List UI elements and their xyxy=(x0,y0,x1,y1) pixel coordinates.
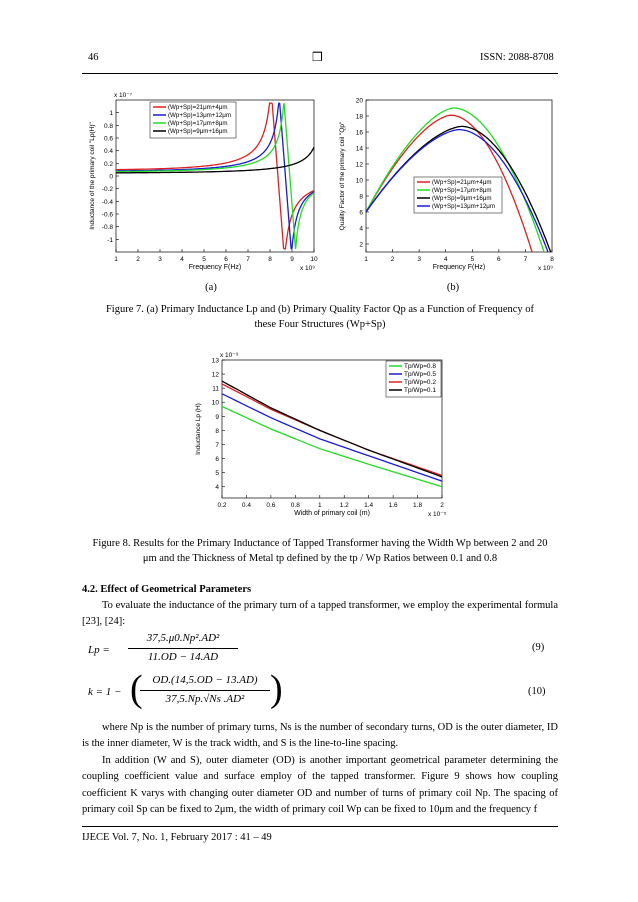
x-tick-label: 1 xyxy=(364,256,368,263)
x-tick-label: 3 xyxy=(417,256,421,263)
y-tick-label: 7 xyxy=(215,441,219,449)
header-rule xyxy=(82,73,558,74)
x-axis-label: Frequency F(Hz) xyxy=(432,264,486,271)
y-tick-label: 8 xyxy=(215,427,219,435)
figure-7b-label: (b) xyxy=(446,282,460,293)
y-tick-label: 12 xyxy=(355,161,363,169)
y-tick-label: 6 xyxy=(215,456,219,464)
y-exponent-label: x 10⁻⁷ xyxy=(114,92,133,99)
y-tick-label: 1 xyxy=(109,110,113,118)
figure-7-caption: Figure 7. (a) Primary Inductance Lp and (b) Primary Quality Factor Qp as a Function of Frequency of these Four Structures (Wp+Sp) xyxy=(105,304,535,331)
section-heading: 4.2. Effect of Geometrical Parameters xyxy=(82,584,252,595)
eq10-left-paren: ( xyxy=(130,668,143,710)
y-tick-label: 10 xyxy=(355,177,363,185)
y-tick-label: -0.8 xyxy=(101,224,113,232)
x-tick-label: 3 xyxy=(158,256,162,263)
paragraph-where: where Np is the number of primary turns, Ns is the number of secondary turns, OD is the outer diameter, ID is the inner diameter, W is the track width, and S is the line-to-line spacing. xyxy=(82,722,558,750)
y-axis-label: Inductance of the primary coil "Lp(H)" xyxy=(89,122,96,230)
footer-rule xyxy=(82,826,558,827)
x-tick-label: 1.6 xyxy=(388,502,398,509)
legend-entry: (Wp+Sp)=17μm+8μm xyxy=(432,187,492,194)
y-axis-label: Inductance Lp (H) xyxy=(195,403,202,455)
x-tick-label: 2 xyxy=(390,256,395,263)
x-tick-label: 8 xyxy=(550,256,554,263)
figure-8-chart xyxy=(186,346,454,522)
legend-entry: Tp/Wp=0.8 xyxy=(404,363,436,370)
x-tick-label: 7 xyxy=(246,256,250,263)
x-exponent-label: x 10⁹ xyxy=(300,265,316,272)
eq10-right-paren: ) xyxy=(270,668,283,710)
y-tick-label: -0.6 xyxy=(101,211,113,219)
legend-entry: (Wp+Sp)=17μm+8μm xyxy=(168,120,228,127)
x-tick-label: 1 xyxy=(317,502,322,509)
x-tick-label: 4 xyxy=(180,256,184,263)
x-tick-label: 1.4 xyxy=(364,502,374,509)
eq9-fraction-bar xyxy=(128,648,238,649)
footer-journal: IJECE Vol. 7, No. 1, February 2017 : 41 – 49 xyxy=(82,832,272,843)
y-tick-label: 18 xyxy=(355,113,363,121)
x-tick-label: 5 xyxy=(202,256,206,263)
x-axis-label: Width of primary coil (m) xyxy=(294,510,370,517)
x-exponent-label: x 10⁹ xyxy=(538,265,554,272)
x-tick-label: 4 xyxy=(443,256,448,263)
y-tick-label: 20 xyxy=(355,97,363,105)
page-number: 46 xyxy=(88,52,99,63)
paragraph-intro: To evaluate the inductance of the primary turn of a tapped transformer, we employ the experimental formula [23], [24]: xyxy=(82,600,558,628)
x-tick-label: 0.8 xyxy=(290,502,300,509)
x-tick-label: 0.2 xyxy=(217,502,227,509)
x-tick-label: 6 xyxy=(497,256,501,263)
x-tick-label: 2 xyxy=(440,502,444,509)
legend-entry: Tp/Wp=0.5 xyxy=(404,371,436,378)
eq9-lhs: Lp = xyxy=(88,644,110,656)
eq9-denominator: 11.OD − 14.AD xyxy=(147,651,219,663)
legend-entry: (Wp+Sp)=9μm+16μm xyxy=(168,128,228,135)
legend-entry: Tp/Wp=0.1 xyxy=(404,387,436,394)
y-tick-label: 11 xyxy=(212,385,219,393)
y-tick-label: 0.8 xyxy=(103,122,113,130)
issn-label: ISSN: 2088-8708 xyxy=(480,52,554,63)
legend-entry: (Wp+Sp)=21μm+4μm xyxy=(432,179,492,186)
header-box-icon: ❒ xyxy=(312,50,323,64)
y-tick-label: 2 xyxy=(359,241,363,249)
eq9-label: (9) xyxy=(532,642,545,653)
legend-entry: (Wp+Sp)=13μm+12μm xyxy=(168,112,232,119)
eq10-lhs: k = 1 − xyxy=(88,686,122,698)
eq10-label: (10) xyxy=(528,686,546,697)
x-tick-label: 2 xyxy=(136,256,140,263)
figure-8-caption-line1: Figure 8. Results for the Primary Inductance of Tapped Transformer having the Width Wp between 2 and 20 xyxy=(92,538,548,549)
x-tick-label: 1.8 xyxy=(413,502,423,509)
y-tick-label: 14 xyxy=(355,145,363,153)
eq10-fraction-bar xyxy=(140,690,270,691)
figure-7b-chart xyxy=(338,88,564,280)
x-axis-label: Frequency F(Hz) xyxy=(188,264,242,271)
y-tick-label: -0.2 xyxy=(101,186,113,194)
legend-entry: (Wp+Sp)=21μm+4μm xyxy=(168,104,228,111)
y-tick-label: 4 xyxy=(215,484,219,492)
y-tick-label: 0.4 xyxy=(103,148,113,156)
x-tick-label: 10 xyxy=(310,256,318,263)
legend-entry: Tp/Wp=0.2 xyxy=(404,379,436,386)
eq10-numerator: OD.(14,5.OD − 13.AD) xyxy=(152,674,258,686)
x-tick-label: 6 xyxy=(224,256,228,263)
x-tick-label: 1.2 xyxy=(339,502,349,509)
y-tick-label: 13 xyxy=(211,357,219,365)
y-tick-label: 10 xyxy=(211,399,219,407)
x-exponent-label: x 10⁻⁵ xyxy=(428,511,447,518)
y-tick-label: 16 xyxy=(355,129,363,137)
y-tick-label: 8 xyxy=(359,193,363,201)
eq10-denominator: 37,5.Np.√Ns .AD² xyxy=(165,693,245,705)
figure-7a-label: (a) xyxy=(205,282,217,293)
x-tick-label: 8 xyxy=(268,256,272,263)
x-tick-label: 9 xyxy=(290,256,294,263)
y-tick-label: 12 xyxy=(211,371,219,379)
y-tick-label: 6 xyxy=(359,209,363,217)
x-tick-label: 1 xyxy=(114,256,118,263)
y-tick-label: 0 xyxy=(109,173,113,181)
x-tick-label: 0.4 xyxy=(241,502,251,509)
y-tick-label: -0.4 xyxy=(101,198,113,206)
legend-entry: (Wp+Sp)=9μm+16μm xyxy=(432,195,492,202)
x-tick-label: 5 xyxy=(470,256,475,263)
y-exponent-label: x 10⁻⁹ xyxy=(220,352,239,359)
figure-7a-chart xyxy=(86,88,322,280)
y-tick-label: -1 xyxy=(107,236,113,244)
y-tick-label: 4 xyxy=(359,225,363,233)
y-tick-label: 0.2 xyxy=(103,160,113,168)
y-tick-label: 5 xyxy=(215,470,219,478)
x-tick-label: 7 xyxy=(523,256,528,263)
legend-entry: (Wp+Sp)=13μm+12μm xyxy=(432,203,496,210)
eq9-numerator: 37,5.μ0.Np².AD² xyxy=(146,632,220,644)
figure-8-caption-line2: μm and the Thickness of Metal tp defined by the tp / Wp Ratios between 0.1 and 0.8 xyxy=(142,553,498,564)
y-tick-label: 9 xyxy=(215,413,219,421)
y-tick-label: 0.6 xyxy=(103,135,113,143)
x-tick-label: 0.6 xyxy=(266,502,276,509)
paragraph-geometry: In addition (W and S), outer diameter (OD) is another important geometrical parameter determining the coupling coefficient value and surface employ of the tapped transformer. Figure 9 shows how coupling coefficient K varys with changing outer diameter OD and number of turns of primary coil Np. The spacing of primary coil Sp can be fixed to 2μm, the width of primary coil Wp can be fixed to 10μm and the frequency f xyxy=(82,755,558,815)
y-axis-label: Quality Factor of the primary coil "Qp" xyxy=(339,121,346,231)
